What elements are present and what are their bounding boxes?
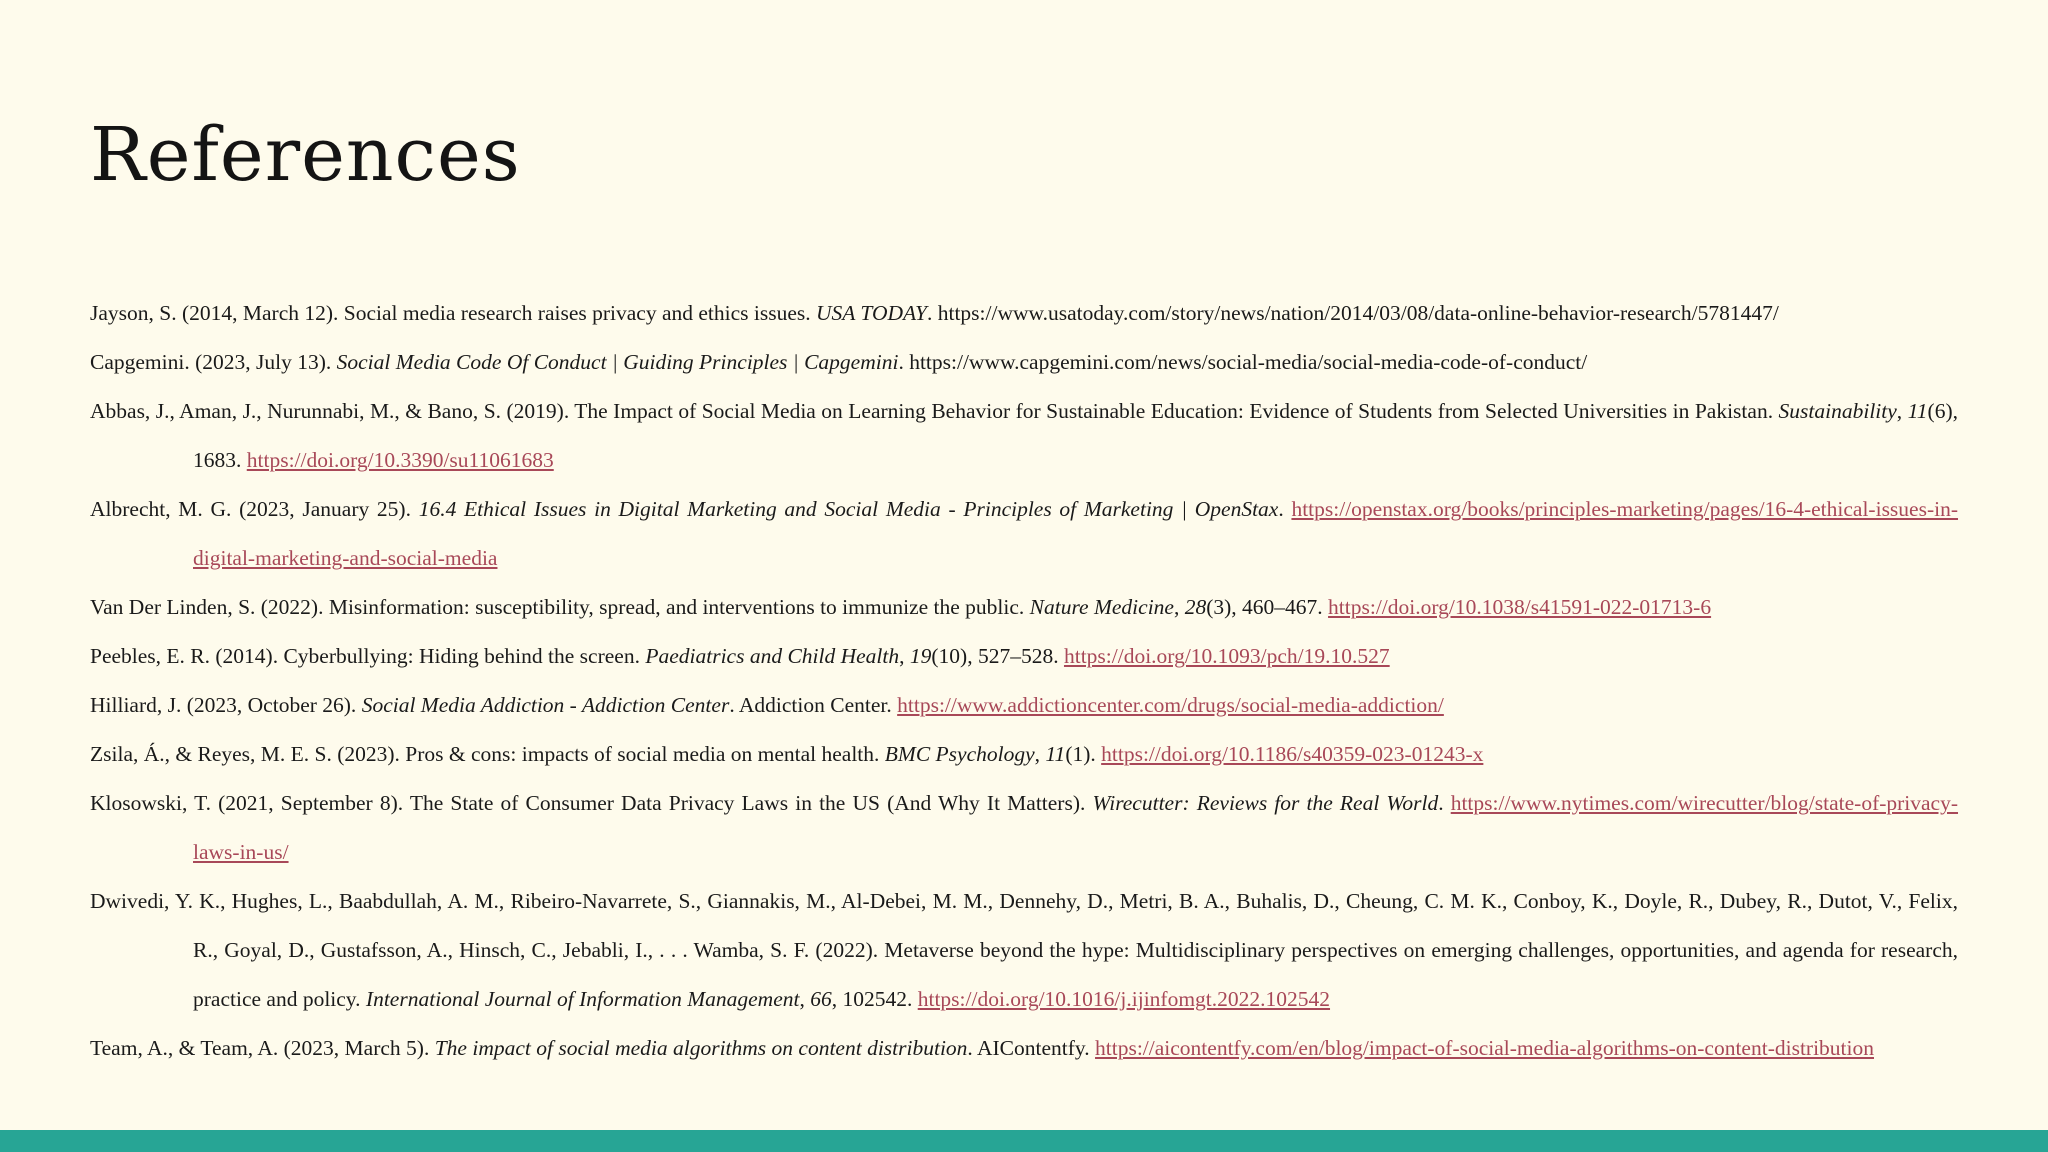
reference-item: Zsila, Á., & Reyes, M. E. S. (2023). Pros & cons: impacts of social media on mental health. BMC Psychology, 11(1). https://doi.org/10.1186/s40359-023-01243-x: [90, 742, 1484, 766]
reference-source: Social Media Code Of Conduct | Guiding Principles | Capgemini: [336, 350, 899, 374]
reference-item: Team, A., & Team, A. (2023, March 5). The impact of social media algorithms on content distribution. AIContentfy. https://aicontentfy.com/en/blog/impact-of-social-media-algorithms-on-content-distribution: [90, 1036, 1874, 1060]
reference-volume: 66: [810, 987, 832, 1011]
reference-item: Klosowski, T. (2021, September 8). The State of Consumer Data Privacy Laws in the US (And Why It Matters). Wirecutter: Reviews for the Real World. https://www.nytimes.com/wirecutter/blog/state-of-privacy-laws-in-us/: [90, 791, 1959, 864]
reference-item: Van Der Linden, S. (2022). Misinformation: susceptibility, spread, and interventions to immunize the public. Nature Medicine, 28(3), 460–467. https://doi.org/10.1038/s41591-022-01713-6: [90, 595, 1712, 619]
reference-volume: 28: [1184, 595, 1207, 619]
reference-source: Social Media Addiction - Addiction Center: [361, 693, 730, 717]
reference-link[interactable]: https://www.addictioncenter.com/drugs/social-media-addiction/: [897, 693, 1444, 717]
reference-link[interactable]: https://openstax.org/books/principles-marketing/pages/16-4-ethical-issues-in-digital-marketing-and-social-media: [193, 497, 1959, 570]
reference-link[interactable]: https://doi.org/10.3390/su11061683: [246, 448, 554, 472]
reference-item: Peebles, E. R. (2014). Cyberbullying: Hiding behind the screen. Paediatrics and Child Health, 19(10), 527–528. https://doi.org/10.1093/pch/19.10.527: [90, 644, 1390, 668]
reference-item: Capgemini. (2023, July 13). Social Media Code Of Conduct | Guiding Principles | Capgemini. https://www.capgemini.com/news/social-media/social-media-code-of-conduct/: [90, 350, 1588, 374]
reference-volume: 11: [1045, 742, 1066, 766]
reference-item: Albrecht, M. G. (2023, January 25). 16.4 Ethical Issues in Digital Marketing and Social Media - Principles of Marketing | OpenStax. https://openstax.org/books/principles-marketing/pages/16-4-ethical-issues-in-digital-marketing-and-social-media: [90, 497, 1959, 570]
reference-item: Jayson, S. (2014, March 12). Social media research raises privacy and ethics issues. USA TODAY. https://www.usatoday.com/story/news/nation/2014/03/08/data-online-behavior-research/5781447/: [90, 301, 1779, 325]
page-title: References: [90, 112, 521, 198]
reference-source: BMC Psychology: [884, 742, 1035, 766]
reference-item: Dwivedi, Y. K., Hughes, L., Baabdullah, A. M., Ribeiro-Navarrete, S., Giannakis, M., Al-Debei, M. M., Dennehy, D., Metri, B. A., Buhalis, D., Cheung, C. M. K., Conboy, K., Doyle, R., Dubey, R., Dutot, V., Felix, R., Goyal, D., Gustafsson, A., Hinsch, C., Jebabli, I., . . . Wamba, S. F. (2022). Metaverse beyond the hype: Multidisciplinary perspectives on emerging challenges, opportunities, and agenda for research, practice and policy. International Journal of Information Management, 66, 102542. https://doi.org/10.1016/j.ijinfomgt.2022.102542: [90, 889, 1958, 1011]
reference-link[interactable]: https://doi.org/10.1016/j.ijinfomgt.2022.102542: [917, 987, 1331, 1011]
reference-item: Abbas, J., Aman, J., Nurunnabi, M., & Bano, S. (2019). The Impact of Social Media on Learning Behavior for Sustainable Education: Evidence of Students from Selected Universities in Pakistan. Sustainability, 11(6), 1683. https://doi.org/10.3390/su11061683: [90, 399, 1958, 472]
reference-link[interactable]: https://aicontentfy.com/en/blog/impact-of-social-media-algorithms-on-content-distribution: [1095, 1036, 1874, 1060]
reference-source: USA TODAY: [816, 301, 927, 325]
reference-source: The impact of social media algorithms on content distribution: [434, 1036, 968, 1060]
bottom-accent-bar: [0, 1130, 2048, 1152]
reference-source: Sustainability: [1778, 399, 1897, 423]
reference-link[interactable]: https://www.nytimes.com/wirecutter/blog/state-of-privacy-laws-in-us/: [193, 791, 1959, 864]
reference-item: Hilliard, J. (2023, October 26). Social Media Addiction - Addiction Center. Addiction Center. https://www.addictioncenter.com/drugs/social-media-addiction/: [90, 693, 1444, 717]
reference-link[interactable]: https://doi.org/10.1186/s40359-023-01243-x: [1101, 742, 1484, 766]
reference-source: Nature Medicine: [1029, 595, 1174, 619]
reference-source: International Journal of Information Management: [365, 987, 800, 1011]
reference-source: Wirecutter: Reviews for the Real World: [1092, 791, 1439, 815]
reference-volume: 11: [1907, 399, 1928, 423]
reference-source: Paediatrics and Child Health: [645, 644, 900, 668]
reference-link[interactable]: https://doi.org/10.1038/s41591-022-01713-6: [1328, 595, 1712, 619]
reference-link[interactable]: https://doi.org/10.1093/pch/19.10.527: [1063, 644, 1390, 668]
reference-volume: 19: [909, 644, 932, 668]
reference-source: 16.4 Ethical Issues in Digital Marketing and Social Media - Principles of Marketing | OpenStax: [418, 497, 1279, 521]
references-list: [90, 289, 1958, 1073]
